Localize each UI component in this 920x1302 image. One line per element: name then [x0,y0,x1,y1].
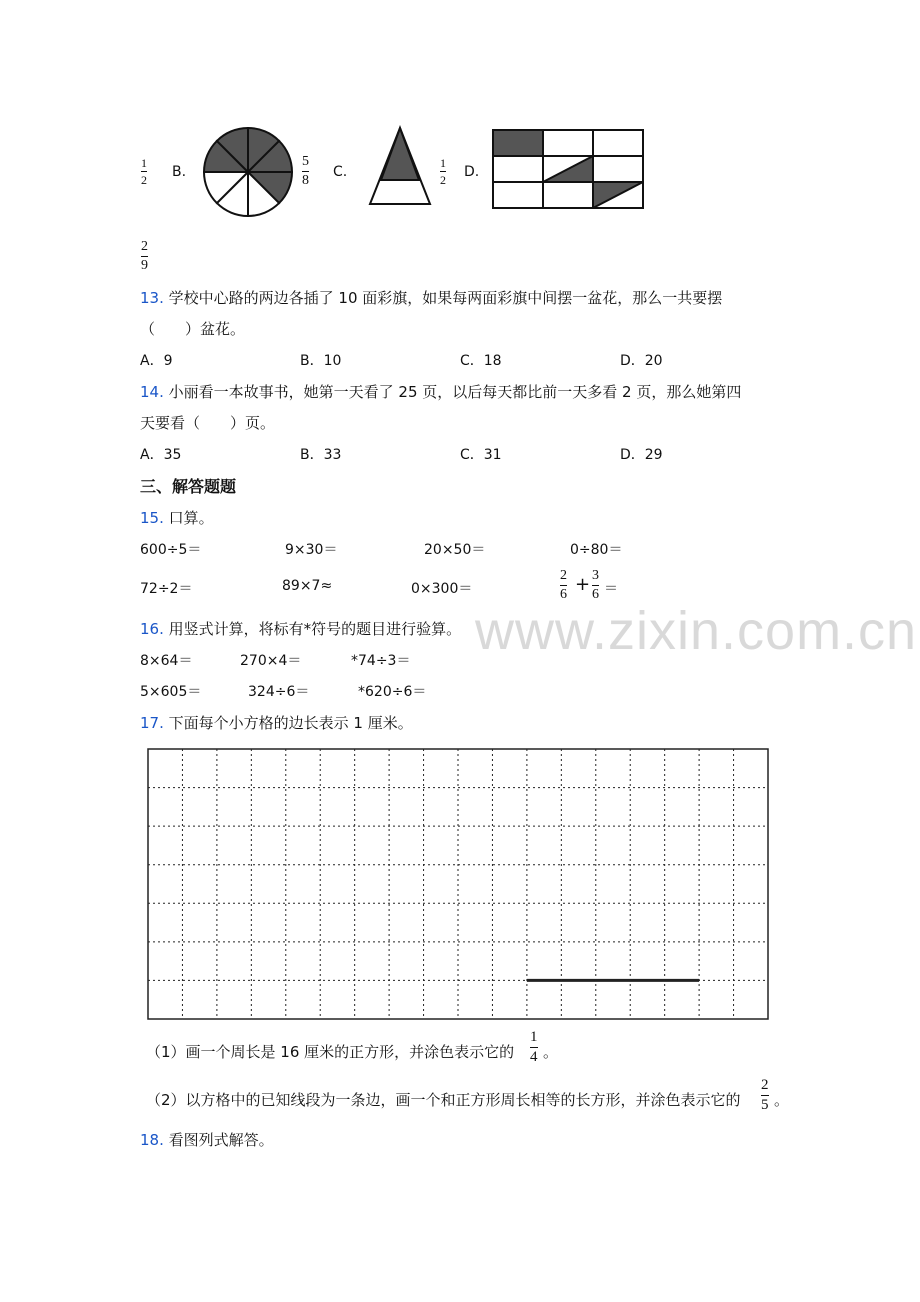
option-c-fraction [440,157,446,186]
q15-item: 0÷80＝ [570,542,623,558]
q17-sub2-end: 。 [774,1091,790,1109]
rectangle-grid-figure [490,127,646,213]
option-d-label: D. [464,164,480,180]
question-number: 16. [140,620,164,638]
question-number: 13. [140,289,164,307]
question-14 [140,381,741,402]
q17-sub2-fraction [761,1078,769,1113]
question-15 [140,507,214,528]
q15-item: 89×7≈ [282,578,333,594]
question-number: 18. [140,1131,164,1149]
question-text: 小丽看一本故事书，她第一天看了 25 页，以后每天都比前一天多看 2 页，那么她第四 [168,383,742,401]
denominator: 6 [560,587,567,602]
numerator: 3 [592,568,599,583]
q16-item: 270×4＝ [240,653,302,669]
question-17 [140,712,413,733]
q17-sub1 [146,1041,514,1062]
q17-sub1-fraction [530,1030,538,1065]
sub-question-text: （2）以方格中的已知线段为一条边，画一个和正方形周长相等的长方形，并涂色表示它的 [146,1091,741,1109]
q16-item: 5×605＝ [140,684,202,700]
option-c-label: C. [333,164,348,180]
q17-sub1-end: 。 [543,1043,559,1061]
question-14-line2: 天要看（ ）页。 [140,414,276,432]
denominator: 2 [141,173,147,187]
q15-item: 72÷2＝ [140,581,193,597]
question-text: 下面每个小方格的边长表示 1 厘米。 [168,714,413,732]
section-heading: 三、解答题题 [140,477,237,496]
question-text: 学校中心路的两边各插了 10 面彩旗，如果每两面彩旗中间摆一盆花，那么一共要摆 [168,289,723,307]
q17-sub2 [146,1089,741,1110]
q14-option-c: C．31 [460,447,502,463]
q15-fraction-a [560,569,567,602]
option-b-label: B. [172,164,187,180]
question-16 [140,618,461,639]
denominator: 2 [440,173,446,187]
question-number: 14. [140,383,164,401]
q13-option-c: C．18 [460,353,502,369]
option-d-fraction [141,240,148,273]
circle-figure [200,124,296,220]
q13-option-b: B．10 [300,353,342,369]
question-text: 看图列式解答。 [168,1131,274,1149]
q15-item: 600÷5＝ [140,542,202,558]
square-grid [146,747,770,1021]
question-18 [140,1129,274,1150]
q15-item: 0×300＝ [411,581,473,597]
denominator: 5 [761,1097,769,1113]
q16-item: *74÷3＝ [351,653,411,669]
q16-item: *620÷6＝ [358,684,427,700]
numerator: 2 [560,568,567,583]
question-number: 17. [140,714,164,732]
q13-option-d: D．20 [620,353,663,369]
denominator: 8 [302,173,309,188]
q15-fraction-b [592,569,599,602]
q15-item: 9×30＝ [285,542,338,558]
question-13-line2: （ ）盆花。 [140,320,246,338]
denominator: 9 [141,258,148,273]
question-text: 口算。 [168,509,214,527]
option-a-fraction [141,157,147,186]
q15-equals: ＝ [604,581,618,597]
sub-question-text: （1）画一个周长是 16 厘米的正方形，并涂色表示它的 [146,1043,515,1061]
q14-option-b: B．33 [300,447,342,463]
q16-item: 8×64＝ [140,653,193,669]
numerator: 5 [302,154,309,169]
denominator: 4 [530,1049,538,1065]
question-number: 15. [140,509,164,527]
q15-item: 20×50＝ [424,542,486,558]
numerator: 1 [440,156,446,170]
q16-item: 324÷6＝ [248,684,310,700]
denominator: 6 [592,587,599,602]
question-text: 用竖式计算，将标有*符号的题目进行验算。 [168,620,462,638]
numerator: 1 [530,1029,538,1045]
numerator: 2 [141,239,148,254]
q13-option-a: A．9 [140,353,173,369]
question-13 [140,287,722,308]
numerator: 1 [141,156,147,170]
watermark: www.zixin.com.cn [475,601,918,661]
q14-option-a: A．35 [140,447,182,463]
option-b-fraction [302,155,309,188]
numerator: 2 [761,1077,769,1093]
q15-plus: + [575,574,591,595]
q14-option-d: D．29 [620,447,663,463]
triangle-figure [362,124,438,210]
